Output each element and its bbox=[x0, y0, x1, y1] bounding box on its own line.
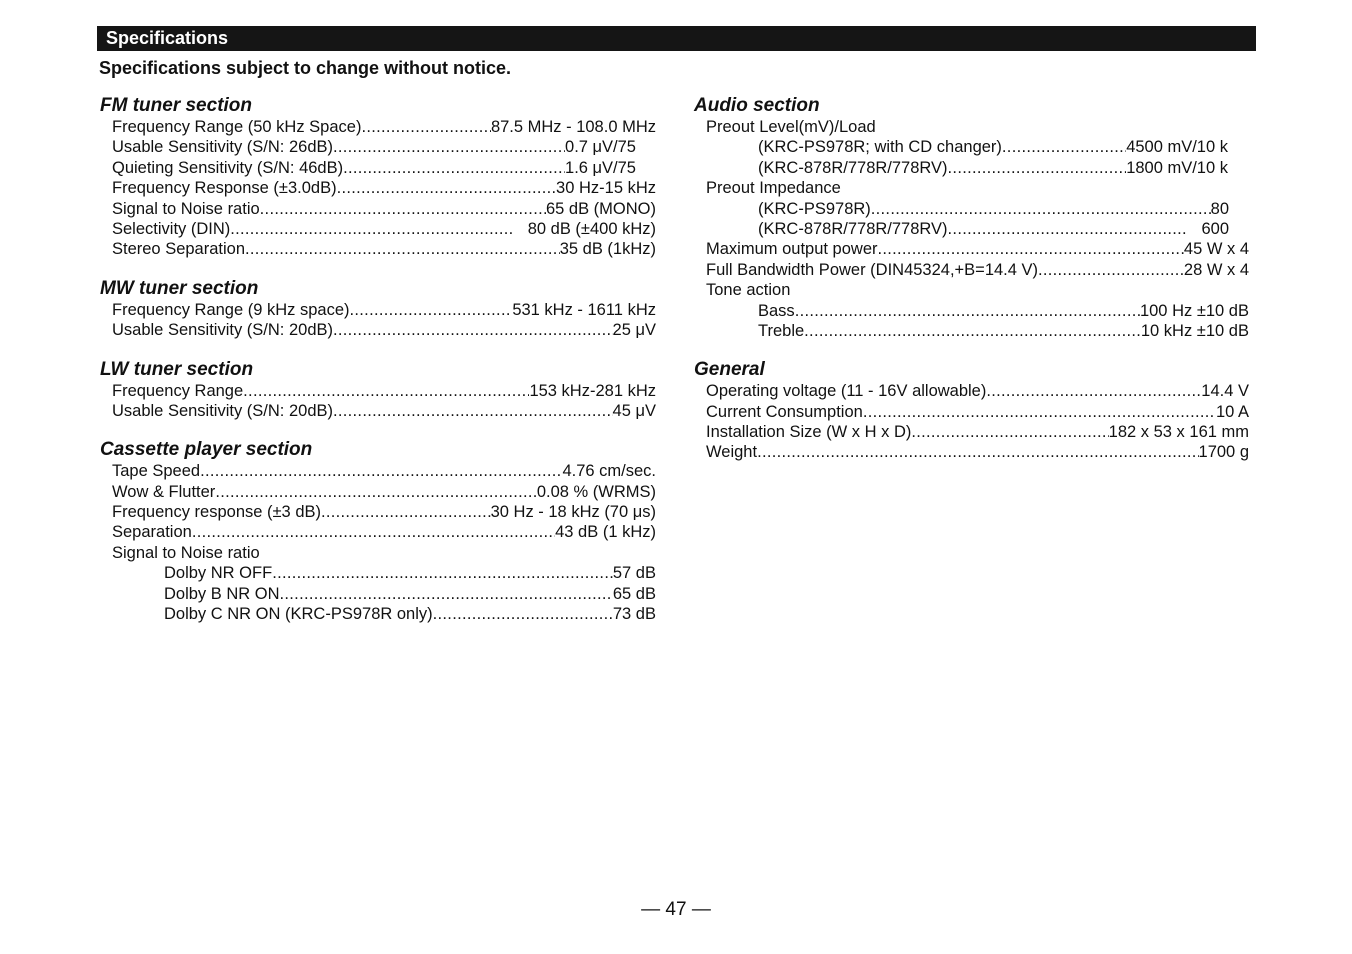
spec-value: 14.4 V bbox=[1201, 382, 1249, 401]
spec-value: 57 dB bbox=[612, 564, 656, 583]
lw-tuner-section bbox=[100, 358, 656, 422]
spec-label: (KRC-PS978R; with CD changer) bbox=[758, 138, 1002, 157]
spec-row bbox=[694, 321, 1249, 341]
spec-label: Installation Size (W x H x D) bbox=[706, 423, 912, 442]
spec-label: Full Bandwidth Power (DIN45324,+B=14.4 V) bbox=[706, 260, 1039, 279]
spec-value: 28 W x 4 bbox=[1183, 260, 1249, 279]
leader-dots bbox=[757, 442, 1198, 462]
page-number: — 47 — bbox=[641, 899, 711, 920]
spec-label: Tape Speed bbox=[112, 462, 201, 481]
leader-dots bbox=[321, 502, 491, 522]
spec-label: Tone action bbox=[706, 281, 791, 300]
spec-value: 25 μV bbox=[612, 321, 656, 340]
spec-label: Stereo Separation bbox=[112, 240, 246, 259]
spec-value: 1700 g bbox=[1198, 443, 1249, 462]
spec-row bbox=[100, 117, 656, 137]
section-title: FM tuner section bbox=[100, 95, 253, 116]
spec-value: 65 dB bbox=[612, 584, 656, 603]
general-section bbox=[694, 358, 1249, 463]
spec-label: Maximum output power bbox=[706, 240, 878, 259]
spec-value: 73 dB bbox=[612, 605, 656, 624]
spec-label: Treble bbox=[758, 321, 805, 340]
section-title: LW tuner section bbox=[100, 358, 254, 380]
audio-section bbox=[694, 94, 1249, 341]
spec-value: 10 A bbox=[1215, 402, 1249, 421]
section-title: MW tuner section bbox=[100, 277, 259, 299]
leader-dots bbox=[863, 402, 1216, 422]
spec-row bbox=[100, 219, 656, 239]
left-column bbox=[100, 94, 656, 641]
leader-dots bbox=[361, 117, 490, 137]
spec-label: Operating voltage (11 - 16V allowable) bbox=[706, 382, 987, 401]
leader-dots bbox=[911, 422, 1108, 442]
leader-dots bbox=[192, 522, 555, 542]
spec-label: Signal to Noise ratio bbox=[112, 199, 260, 218]
spec-row bbox=[694, 137, 1249, 157]
spec-label: Quieting Sensitivity (S/N: 46dB) bbox=[112, 158, 344, 177]
leader-dots bbox=[1002, 137, 1126, 157]
spec-label: Frequency Response (±3.0dB) bbox=[112, 179, 337, 198]
spec-label: Frequency Range bbox=[112, 381, 244, 400]
spec-row bbox=[694, 381, 1249, 401]
spec-row bbox=[100, 543, 656, 563]
spec-value: 153 kHz-281 kHz bbox=[529, 381, 656, 400]
spec-label: Separation bbox=[112, 523, 192, 542]
section-title: Audio section bbox=[694, 95, 820, 116]
spec-label: Usable Sensitivity (S/N: 26dB) bbox=[112, 138, 334, 157]
spec-row bbox=[100, 482, 656, 502]
spec-row bbox=[694, 442, 1249, 462]
section-title: Cassette player section bbox=[100, 439, 313, 461]
spec-label: Preout Level(mV)/Load bbox=[706, 118, 876, 136]
spec-value: 30 Hz-15 kHz bbox=[556, 179, 656, 198]
spec-row bbox=[694, 117, 1249, 137]
spec-label: Dolby B NR ON bbox=[164, 584, 280, 603]
leader-dots bbox=[871, 199, 1211, 219]
leader-dots bbox=[948, 219, 1188, 239]
spec-row bbox=[694, 158, 1249, 178]
spec-row bbox=[100, 584, 656, 604]
spec-label: (KRC-878R/778R/778RV) bbox=[758, 158, 948, 177]
section-header-title: Specifications bbox=[106, 28, 229, 48]
cassette-player-section bbox=[100, 438, 656, 624]
leader-dots bbox=[230, 219, 513, 239]
spec-label: Weight bbox=[706, 443, 758, 462]
leader-dots bbox=[804, 321, 1141, 341]
spec-value: 45 μV bbox=[612, 401, 656, 420]
spec-row bbox=[100, 604, 656, 624]
right-column bbox=[694, 94, 1249, 480]
leader-dots bbox=[878, 239, 1184, 259]
spec-label: (KRC-PS978R) bbox=[758, 199, 871, 218]
spec-label: Usable Sensitivity (S/N: 20dB) bbox=[112, 401, 334, 420]
spec-value: 65 dB (MONO) bbox=[545, 199, 656, 218]
spec-row bbox=[100, 563, 656, 583]
spec-row bbox=[100, 401, 656, 421]
spec-row bbox=[100, 137, 656, 157]
spec-label: (KRC-878R/778R/778RV) bbox=[758, 219, 948, 238]
spec-label: Dolby C NR ON (KRC-PS978R only) bbox=[164, 605, 433, 624]
section-title: General bbox=[694, 359, 765, 381]
leader-dots bbox=[333, 137, 565, 157]
spec-row bbox=[694, 199, 1249, 219]
spec-row bbox=[100, 461, 656, 481]
leader-dots bbox=[272, 563, 613, 583]
spec-label: Dolby NR OFF bbox=[164, 564, 273, 583]
spec-value: 531 kHz - 1611 kHz bbox=[512, 300, 656, 319]
spec-row bbox=[694, 260, 1249, 280]
spec-value: 0.08 % (WRMS) bbox=[536, 482, 656, 501]
spec-row bbox=[694, 280, 1249, 300]
spec-row bbox=[694, 402, 1249, 422]
leader-dots bbox=[333, 401, 613, 421]
spec-row bbox=[100, 178, 656, 198]
spec-value: 182 x 53 x 161 mm bbox=[1108, 423, 1249, 442]
spec-value: 80 dB (±400 kHz) bbox=[527, 219, 656, 238]
spec-label: Usable Sensitivity (S/N: 20dB) bbox=[112, 321, 334, 340]
spec-label: Current Consumption bbox=[706, 402, 863, 421]
spec-row bbox=[694, 219, 1249, 239]
leader-dots bbox=[333, 320, 613, 340]
leader-dots bbox=[215, 482, 537, 502]
leader-dots bbox=[343, 158, 565, 178]
spec-value: 45 W x 4 bbox=[1183, 240, 1249, 259]
spec-value: 0.7 μV/75 bbox=[565, 138, 636, 157]
spec-value: 1800 mV/10 k bbox=[1126, 158, 1228, 177]
spec-value: 87.5 MHz - 108.0 MHz bbox=[490, 118, 656, 136]
spec-value: 80 bbox=[1210, 199, 1229, 218]
fm-tuner-section bbox=[100, 94, 656, 260]
leader-dots bbox=[986, 381, 1201, 401]
spec-row bbox=[694, 422, 1249, 442]
section-header-bar bbox=[97, 26, 1256, 51]
leader-dots bbox=[433, 604, 613, 624]
leader-dots bbox=[948, 158, 1127, 178]
spec-row bbox=[100, 300, 656, 320]
spec-value: 4.76 cm/sec. bbox=[562, 462, 656, 481]
leader-dots bbox=[1038, 260, 1184, 280]
spec-label: Frequency response (±3 dB) bbox=[112, 503, 321, 522]
spec-row bbox=[100, 381, 656, 401]
leader-dots bbox=[337, 178, 556, 198]
spec-row bbox=[694, 239, 1249, 259]
spec-row bbox=[100, 158, 656, 178]
mw-tuner-section bbox=[100, 277, 656, 341]
spec-label: Bass bbox=[758, 301, 795, 320]
spec-label: Signal to Noise ratio bbox=[112, 543, 260, 562]
spec-row bbox=[100, 502, 656, 522]
leader-dots bbox=[243, 381, 529, 401]
spec-value: 600 bbox=[1201, 219, 1229, 238]
spec-row bbox=[694, 301, 1249, 321]
spec-label: Wow & Flutter bbox=[112, 482, 216, 501]
spec-label: Preout Impedance bbox=[706, 179, 841, 198]
spec-value: 30 Hz - 18 kHz (70 μs) bbox=[490, 503, 656, 522]
spec-row bbox=[694, 178, 1249, 198]
spec-value: 100 Hz ±10 dB bbox=[1139, 301, 1249, 320]
spec-row bbox=[100, 522, 656, 542]
leader-dots bbox=[245, 239, 560, 259]
leader-dots bbox=[260, 199, 546, 219]
spec-label: Frequency Range (50 kHz Space) bbox=[112, 118, 362, 136]
spec-value: 1.6 μV/75 bbox=[565, 158, 636, 177]
spec-value: 4500 mV/10 k bbox=[1126, 138, 1228, 157]
spec-value: 10 kHz ±10 dB bbox=[1140, 321, 1249, 340]
spec-row bbox=[100, 199, 656, 219]
spec-value: 43 dB (1 kHz) bbox=[555, 523, 656, 542]
leader-dots bbox=[200, 461, 562, 481]
spec-label: Selectivity (DIN) bbox=[112, 219, 231, 238]
change-notice: Specifications subject to change without notice. bbox=[99, 58, 512, 78]
leader-dots bbox=[795, 301, 1140, 321]
spec-row bbox=[100, 239, 656, 259]
leader-dots bbox=[350, 300, 513, 320]
spec-row bbox=[100, 320, 656, 340]
spec-value: 35 dB (1kHz) bbox=[559, 240, 656, 259]
leader-dots bbox=[280, 584, 613, 604]
spec-label: Frequency Range (9 kHz space) bbox=[112, 300, 350, 319]
